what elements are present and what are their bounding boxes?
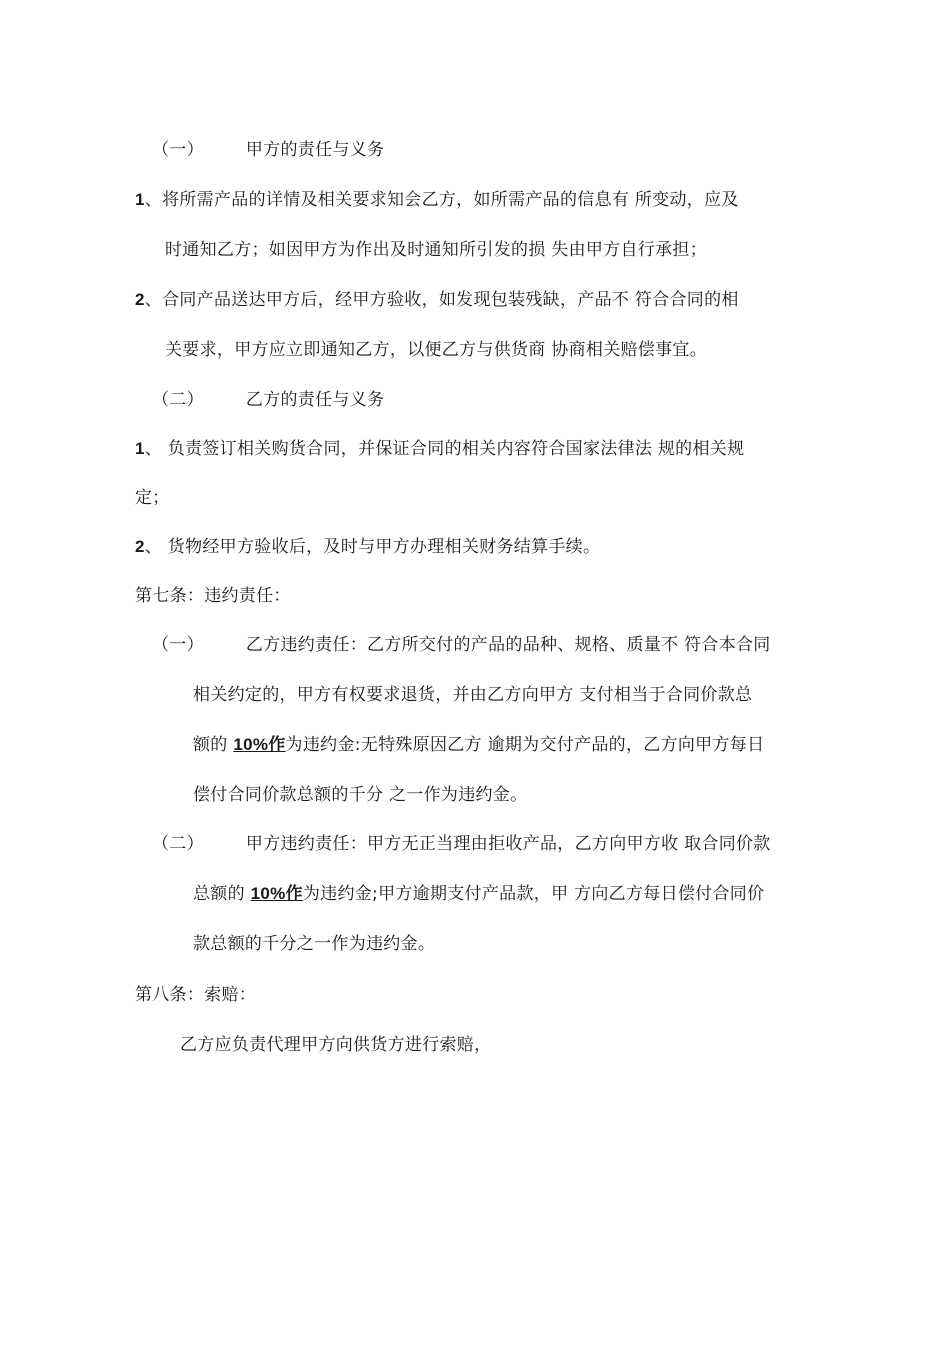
clause-b-1 <box>135 437 744 461</box>
clause-text: 总额的 <box>193 884 251 904</box>
clause-text: 额的 <box>193 735 234 755</box>
clause-a-2-cont <box>165 338 707 362</box>
breach-party-a-cont-1 <box>193 882 764 906</box>
clause-text: 乙方违约责任：乙方所交付的产品的品种、规格、质量不 符合本合同 <box>245 635 771 655</box>
clause-a-1-cont <box>165 238 707 262</box>
clause-number: 1 <box>135 439 145 458</box>
article-8-text <box>180 1033 491 1057</box>
clause-text: 为违约金;甲方逾期支付产品款，甲 方向乙方每日偿付合同价 <box>302 884 765 904</box>
section-title: 甲方的责任与义务 <box>245 140 385 160</box>
clause-b-2 <box>135 535 600 559</box>
breach-party-a-cont-2 <box>193 932 435 956</box>
article-title: 第七条：违约责任： <box>135 586 291 606</box>
breach-party-a <box>152 832 771 856</box>
clause-text: 关要求，甲方应立即通知乙方，以便乙方与供货商 协商相关赔偿事宜。 <box>165 340 708 360</box>
clause-text: 、 货物经甲方验收后，及时与甲方办理相关财务结算手续。 <box>144 537 601 557</box>
clause-text: 定； <box>135 488 170 508</box>
section-title: 乙方的责任与义务 <box>245 390 385 410</box>
clause-text: 、 负责签订相关购货合同，并保证合同的相关内容符合国家法律法 规的相关规 <box>144 439 745 459</box>
section-marker: （一） <box>152 140 204 160</box>
clause-text: 款总额的千分之一作为违约金。 <box>193 934 436 954</box>
section-marker: （二） <box>152 834 204 854</box>
clause-text: 偿付合同价款总额的千分 之一作为违约金。 <box>193 785 528 805</box>
clause-text: 时通知乙方；如因甲方为作出及时通知所引发的损 失由甲方自行承担； <box>165 240 708 260</box>
clause-text: 为违约金:无特殊原因乙方 逾期为交付产品的，乙方向甲方每日 <box>285 735 765 755</box>
breach-party-b-cont-2 <box>193 733 764 757</box>
clause-a-2 <box>135 288 739 312</box>
article-7-heading <box>135 584 291 608</box>
clause-b-1-cont <box>135 486 170 510</box>
clause-text: 乙方应负责代理甲方向供货方进行索赔， <box>180 1035 492 1055</box>
section-marker: （二） <box>152 390 204 410</box>
section-marker: （一） <box>152 635 204 655</box>
breach-party-b-cont-1 <box>193 683 752 707</box>
article-title: 第八条：索赔： <box>135 985 257 1005</box>
clause-text: 甲方违约责任：甲方无正当理由拒收产品，乙方向甲方收 取合同价款 <box>245 834 771 854</box>
clause-number: 2 <box>135 290 145 309</box>
clause-text: 、合同产品送达甲方后，经甲方验收，如发现包装残缺，产品不 符合合同的相 <box>144 290 739 310</box>
section-heading-party-a <box>152 138 384 162</box>
clause-text: 、将所需产品的详情及相关要求知会乙方，如所需产品的信息有 所变动，应及 <box>144 190 739 210</box>
clause-text: 相关约定的，甲方有权要求退货，并由乙方向甲方 支付相当于合同价款总 <box>193 685 753 705</box>
breach-party-b <box>152 633 771 657</box>
penalty-rate: 10%作 <box>250 884 303 903</box>
breach-party-b-cont-3 <box>193 783 527 807</box>
clause-number: 2 <box>135 537 145 556</box>
clause-number: 1 <box>135 190 145 209</box>
section-heading-party-b <box>152 388 384 412</box>
clause-a-1 <box>135 188 739 212</box>
article-8-heading <box>135 983 256 1007</box>
penalty-rate: 10%作 <box>233 735 286 754</box>
